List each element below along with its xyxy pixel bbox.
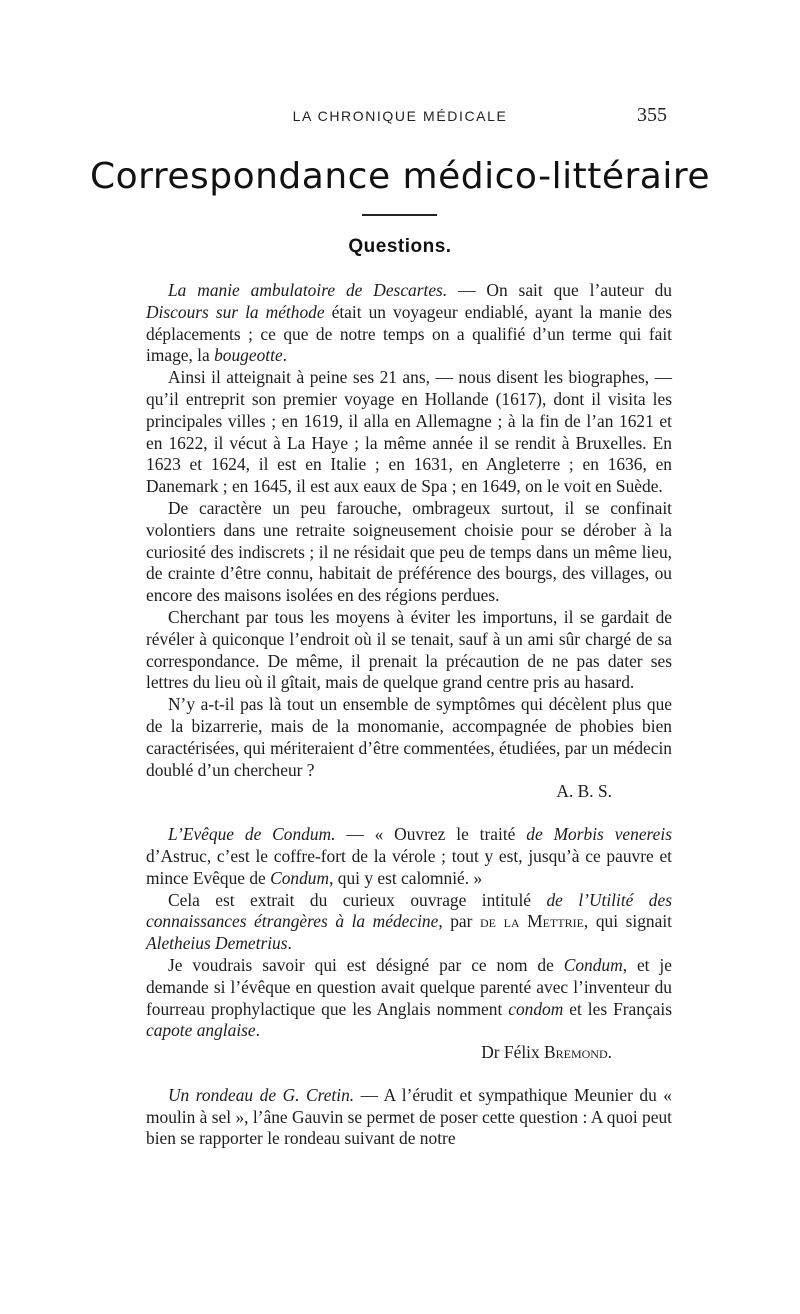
q1-p1-text-c: était un voyageur endiablé, ayant la manie des déplacements ; ce que de notre temps on a qualifié d’un terme qui fait image, la bbox=[146, 301, 672, 366]
q2-p3-text-a: Je voudrais savoir qui est désigné par ce nom de bbox=[168, 954, 564, 975]
q2-p3-text-g: . bbox=[255, 1020, 260, 1041]
q2-title: L’Evêque de Condum. bbox=[168, 824, 336, 845]
q2-p2-text-e: , qui signait bbox=[583, 911, 672, 932]
running-head: LA CHRONIQUE MÉDICALE bbox=[292, 108, 508, 124]
q2-p3-italic-condum: Condum bbox=[563, 954, 623, 975]
title-rule bbox=[362, 214, 437, 216]
q1-signature: A. B. S. bbox=[556, 781, 612, 802]
q2-p1-text-c: d’Astruc, c’est le coffre-fort de la vérole ; tout y est, jusqu’à ce pauvre et mince Evêque de bbox=[146, 845, 672, 888]
q2-paragraph-3 bbox=[146, 955, 672, 1042]
page-header bbox=[0, 104, 800, 132]
q2-p2-text-g: . bbox=[287, 933, 292, 954]
q1-paragraph-5: N’y a-t-il pas là tout un ensemble de symptômes qui décèlent plus que de la bizarrerie, mais de la monomanie, accompagnée de phobies bien caractérisées, qui mériteraient d’être commentées, étudiées, par un médecin doublé d’un chercheur ? bbox=[146, 694, 672, 780]
q2-p2-text-c: , par bbox=[438, 911, 481, 932]
section-spacer bbox=[146, 1064, 672, 1085]
q3-p1-text: — A l’érudit et sympathique Meunier du « moulin à sel », l’âne Gauvin se permet de poser cette question : A quoi peut bien se rapporter le rondeau suivant de notre bbox=[146, 1084, 673, 1149]
q3-title: Un rondeau de G. Cretin. bbox=[168, 1084, 355, 1105]
article-body bbox=[146, 280, 672, 1150]
q2-p3-italic-capote: capote anglaise bbox=[146, 1020, 256, 1041]
q2-p1-text-a: — « Ouvrez le traité bbox=[335, 824, 527, 845]
q2-p3-italic-condom: condom bbox=[508, 998, 564, 1019]
section-title: Questions. bbox=[348, 236, 452, 257]
q1-p1-italic-word: bougeotte bbox=[214, 345, 283, 366]
q2-p2-author: de la Mettrie bbox=[480, 911, 584, 932]
q2-p3-text-e: et les Français bbox=[563, 998, 672, 1019]
q2-paragraph-1 bbox=[146, 824, 672, 889]
q2-p1-text-e: , qui y est calomnié. » bbox=[329, 867, 483, 888]
q2-p2-italic-work: de l’Utilité des connaissances étrangères à la médecine bbox=[146, 889, 672, 932]
page-number: 355 bbox=[637, 104, 667, 126]
article-title: Correspondance médico-littéraire bbox=[89, 156, 710, 197]
q2-p2-italic-pseudonym: Aletheius Demetrius bbox=[146, 933, 288, 954]
q1-p1-text-e: . bbox=[282, 345, 288, 366]
section-spacer bbox=[146, 803, 672, 824]
q2-sig-end: . bbox=[607, 1042, 612, 1063]
q2-sig-prefix: Dr Félix bbox=[481, 1042, 545, 1063]
q1-paragraph-4: Cherchant par tous les moyens à éviter les importuns, il se gardait de révéler à quiconque l’endroit où il se tenait, sauf à un ami sûr chargé de sa correspondance. De même, il prenait la précaution de ne pas dater ses lettres du lieu où il gîtait, mais de quelque grand centre pris au hasard. bbox=[146, 606, 672, 693]
q1-paragraph-3: De caractère un peu farouche, ombrageux surtout, il se confinait volontiers dans une retraite soigneusement choisie pour se dérober à la curiosité des indiscrets ; il ne résidait que peu de temps dans un même lieu, de crainte d’être connu, habitait de préférence des bourgs, des villages, ou encore des maisons isolées en des régions perdues. bbox=[146, 497, 672, 606]
q2-p1-italic-treatise: de Morbis venereis bbox=[526, 824, 672, 845]
q1-title: La manie ambulatoire de Descartes. bbox=[168, 280, 448, 300]
q2-paragraph-2 bbox=[146, 890, 672, 955]
q2-p1-italic-condum: Condum bbox=[270, 867, 330, 888]
q2-p2-text-a: Cela est extrait du curieux ouvrage intitulé bbox=[168, 889, 547, 910]
q2-signature bbox=[146, 1042, 672, 1064]
q3-paragraph-1 bbox=[146, 1085, 672, 1150]
q1-p1-text-a: — On sait que l’auteur du bbox=[447, 280, 672, 300]
q1-paragraph-2: Ainsi il atteignait à peine ses 21 ans, — nous disent les biographes, — qu’il entreprit son premier voyage en Hollande (1617), dont il visita les principales villes ; en 1619, il alla en Allemagne ; à la fin de l’an 1621 et en 1622, il vécut à La Haye ; la même année il se rendit à Bruxelles. En 1623 et 1624, il est en Italie ; en 1631, en Angleterre ; en 1636, en Danemark ; en 1645, il est aux eaux de Spa ; en 1649, on le voit en Suède. bbox=[146, 367, 672, 497]
q2-p3-text-c: , et je demande si l’évêque en question avait quelque parenté avec l’inventeur du fourreau prophylactique que les Anglais nomment bbox=[146, 954, 672, 1019]
q1-paragraph-1 bbox=[146, 280, 672, 367]
q2-sig-name: Bremond bbox=[544, 1042, 608, 1063]
q1-p1-italic-book: Discours sur la méthode bbox=[146, 301, 325, 322]
